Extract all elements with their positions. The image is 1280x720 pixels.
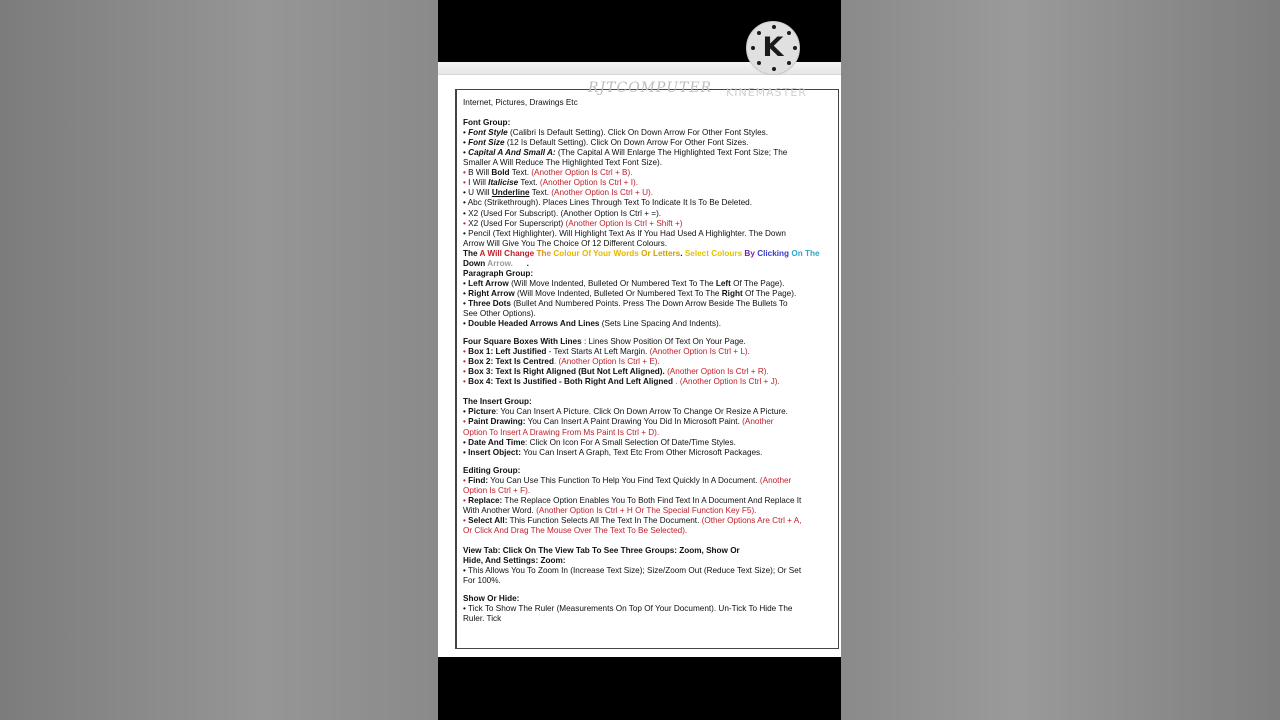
editing-group-heading: Editing Group:	[463, 465, 521, 475]
list-item: • Abc (Strikethrough). Places Lines Through Text To Indicate It Is To Be Deleted.	[463, 198, 752, 208]
colour-word: On The	[789, 248, 820, 258]
colour-word: Will Change	[485, 248, 537, 258]
colour-line-2: Down Arrow. .	[463, 258, 529, 268]
list-item: • Box 3: Text Is Right Aligned (But Not Left Aligned). (Another Option Is Ctrl + R).	[463, 367, 769, 377]
list-item: • Paint Drawing: You Can Insert A Paint Drawing You Did In Microsoft Paint. (Another	[463, 417, 774, 427]
list-item: • B Will Bold Text. (Another Option Is Ctrl + B).	[463, 168, 633, 178]
list-item: • Insert Object: You Can Insert A Graph, Text Etc From Other Microsoft Packages.	[463, 447, 763, 457]
colour-line	[463, 249, 833, 259]
list-item: • Left Arrow (Will Move Indented, Bulleted Or Numbered Text To The Left Of The Page).	[463, 278, 785, 288]
list-item: • Find: You Can Use This Function To Help You Find Text Quickly In A Document. (Another	[463, 475, 792, 485]
colour-word: The	[463, 248, 480, 258]
list-item: • This Allows You To Zoom In (Increase Text Size); Size/Zoom Out (Reduce Text Size); Or Set	[463, 566, 802, 576]
view-tab-heading: View Tab: Click On The View Tab To See Three Groups: Zoom, Show Or	[463, 546, 740, 556]
rjt-watermark: RJTCOMPUTER	[588, 80, 713, 96]
document-text	[463, 98, 833, 624]
list-item-continued: Option To Insert A Drawing From Ms Paint Is Ctrl + D).	[463, 427, 660, 437]
colour-word: Letters	[652, 248, 681, 258]
colour-word: By	[742, 248, 758, 258]
list-item: • Date And Time: Click On Icon For A Small Selection Of Date/Time Styles.	[463, 437, 736, 447]
colour-word: Colour Of Your Words	[553, 248, 639, 258]
list-item: • Font Size (12 Is Default Setting). Click On Down Arrow For Other Font Sizes.	[463, 138, 749, 148]
list-item: • U Will Underline Text. (Another Option Is Ctrl + U).	[463, 188, 653, 198]
list-item: • Double Headed Arrows And Lines (Sets Line Spacing And Indents).	[463, 319, 722, 329]
list-item: • Replace: The Replace Option Enables You To Both Find Text In A Document And Replace It	[463, 495, 802, 505]
list-item: • I Will Italicise Text. (Another Option Is Ctrl + I).	[463, 178, 638, 188]
colour-word: The	[536, 248, 554, 258]
list-item: • Right Arrow (Will Move Indented, Bulleted Or Numbered Text To The Right Of The Page).	[463, 288, 797, 298]
list-item: • Font Style (Calibri Is Default Setting). Click On Down Arrow For Other Font Styles.	[463, 128, 768, 138]
kinemaster-watermark: KINEMASTER	[726, 86, 807, 99]
colour-word: Select Colours	[684, 248, 743, 258]
list-item: • Capital A And Small A: (The Capital A Will Enlarge The Highlighted Text Font Size; The	[463, 148, 788, 158]
kinemaster-logo-letter: K	[762, 32, 784, 63]
list-item-continued: For 100%.	[463, 576, 501, 586]
colour-word: A	[479, 248, 486, 258]
font-group-heading: Font Group:	[463, 118, 511, 128]
paragraph-group-heading: Paragraph Group:	[463, 268, 534, 278]
list-item: • Three Dots (Bullet And Numbered Points. Press The Down Arrow Beside The Bullets To	[463, 298, 788, 308]
list-item: • Pencil (Text Highlighter). Will Highlight Text As If You Had Used A Highlighter. The Down	[463, 228, 786, 238]
list-item-continued: With Another Word. (Another Option Is Ctrl + H Or The Special Function Key F5).	[463, 505, 757, 515]
list-item-continued: See Other Options).	[463, 308, 536, 318]
list-item: • Box 1: Left Justified - Text Starts At Left Margin. (Another Option Is Ctrl + L).	[463, 347, 750, 357]
list-item-continued: Option Is Ctrl + F).	[463, 485, 531, 495]
list-item-continued: Smaller A Will Reduce The Highlighted Text Font Size).	[463, 158, 663, 168]
list-item-continued: Or Click And Drag The Mouse Over The Text To Be Selected).	[463, 525, 688, 535]
list-item-continued: Arrow Will Give You The Choice Of 12 Different Colours.	[463, 238, 668, 248]
list-item-continued: Ruler. Tick	[463, 614, 502, 624]
blurred-background-right	[841, 0, 1280, 720]
list-item: • Box 2: Text Is Centred. (Another Option Is Ctrl + E).	[463, 357, 660, 367]
show-hide-heading: Show Or Hide:	[463, 594, 520, 604]
list-item: • Box 4: Text Is Justified - Both Right And Left Aligned . (Another Option Is Ctrl + J).	[463, 377, 780, 387]
list-item: • X2 (Used For Superscript) (Another Option Is Ctrl + Shift +)	[463, 218, 683, 228]
list-item: • Select All: This Function Selects All The Text In The Document. (Other Options Are Ctrl + A,	[463, 515, 802, 525]
intro-line: Internet, Pictures, Drawings Etc	[463, 98, 578, 107]
list-item: • X2 (Used For Subscript). (Another Option Is Ctrl + =).	[463, 208, 662, 218]
view-tab-heading-continued: Hide, And Settings: Zoom:	[463, 556, 566, 566]
four-boxes-heading: Four Square Boxes With Lines : Lines Show Position Of Text On Your Page.	[463, 337, 746, 347]
colour-word: .	[680, 248, 685, 258]
list-item: • Tick To Show The Ruler (Measurements On Top Of Your Document). Un-Tick To Hide The	[463, 604, 793, 614]
insert-group-heading: The Insert Group:	[463, 397, 532, 407]
list-item: • Picture: You Can Insert A Picture. Click On Down Arrow To Change Or Resize A Picture.	[463, 407, 788, 417]
blurred-background-left	[0, 0, 438, 720]
colour-word: Clicking	[757, 248, 790, 258]
colour-word: Or	[638, 248, 653, 258]
kinemaster-logo-icon	[746, 21, 800, 75]
